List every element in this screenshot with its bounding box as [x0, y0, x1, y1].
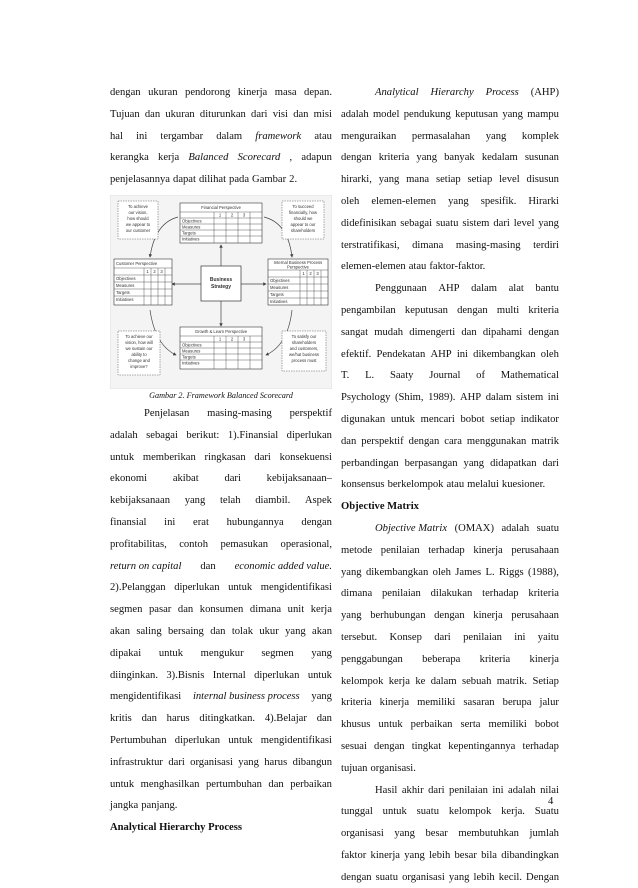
text-line: 2).Pelanggan diperlukan untuk mengidentifikasi	[110, 582, 332, 594]
svg-text:1: 1	[218, 336, 222, 342]
svg-text:To achieve our: To achieve our	[125, 333, 153, 339]
text-line: segmen pasar dan konsumen dimana unit kerja	[110, 604, 332, 616]
svg-text:Measures: Measures	[270, 284, 289, 290]
svg-text:process must: process must	[291, 357, 317, 363]
text-line: untuk memberikan ringkasan dari konsekuensi	[110, 451, 332, 463]
svg-text:Targets: Targets	[182, 354, 196, 360]
svg-text:2: 2	[309, 270, 312, 276]
svg-text:1: 1	[218, 212, 222, 218]
text-line: tunggal untuk suatu kelompok kerja. Suatu	[341, 806, 559, 818]
text-line: elemen-elemen atau faktor-faktor.	[341, 261, 486, 273]
text-line: T. L. Saaty Journal of Mathematical	[341, 370, 559, 382]
text-line: finansial ini erat hubungannya dengan	[110, 516, 332, 528]
text-line: digunakan untuk mencari bobot setiap indikator	[341, 413, 559, 425]
svg-text:Measures: Measures	[182, 348, 201, 354]
text-line: profitabilitas, contoh pemasukan operasional,	[110, 538, 332, 550]
svg-text:3: 3	[316, 270, 319, 276]
balanced-scorecard-diagram	[110, 195, 332, 389]
text-line: Analytical Hierarchy Process (AHP)	[375, 87, 559, 98]
svg-text:financially, how: financially, how	[288, 209, 318, 215]
svg-text:To succeed: To succeed	[292, 203, 314, 209]
svg-text:Measures: Measures	[116, 282, 135, 288]
text-line: penjelasannya dapat dilihat pada Gambar 2.	[110, 174, 298, 186]
balanced-scorecard-figure	[110, 195, 332, 389]
text-line: dimana penilaian dilakukan terhadap kriteria	[341, 588, 559, 600]
text-line: sangat mudah dimengerti dan dipahami dengan	[341, 326, 559, 338]
text-line: Tujuan dan ukuran diturunkan dari visi dan misi	[110, 108, 332, 120]
text-line: yang berhubungan dengan kinerja perusahaan	[341, 610, 559, 622]
text-line: ekonomi akibat dari kebijaksanaan–	[110, 473, 332, 485]
perspectives-paragraph	[110, 403, 332, 817]
svg-text:should we: should we	[293, 215, 313, 221]
text-line: diinginkan. 3).Bisnis Internal diperlukan untuk	[110, 669, 332, 681]
ahp-paragraph	[341, 82, 559, 496]
svg-text:Measures: Measures	[182, 224, 201, 230]
svg-text:ability to: ability to	[131, 351, 147, 357]
svg-text:Targets: Targets	[116, 289, 130, 295]
svg-text:Initiatives: Initiatives	[116, 296, 134, 302]
text-line: oleh elemen-elemen yang spesifik. Hirarki	[341, 195, 559, 207]
text-line: Objective Matrix (OMAX) adalah suatu	[375, 522, 559, 534]
section-heading-omax: Objective Matrix	[341, 501, 419, 513]
svg-text:2: 2	[230, 336, 234, 342]
question-box-internal	[282, 331, 326, 371]
customer-perspective-box	[114, 259, 172, 305]
growth-learning-box	[180, 327, 262, 369]
omax-paragraph	[341, 518, 559, 888]
svg-text:1: 1	[302, 270, 305, 276]
text-line: yang dikembangkan oleh James L. Riggs (1988),	[341, 566, 559, 578]
svg-text:3: 3	[160, 268, 163, 274]
text-line: jangka panjang.	[110, 800, 178, 812]
svg-text:3: 3	[242, 212, 246, 218]
text-line: terstratifikasi, dimana masing-masing terdiri	[341, 239, 559, 251]
svg-text:change and: change and	[128, 357, 150, 363]
text-line: didefinisikan sebagai suatu sistem dari level yang	[341, 217, 559, 229]
svg-text:3: 3	[242, 336, 246, 342]
figure-caption: Gambar 2. Framework Balanced Scorecard	[149, 390, 293, 400]
text-line: kelompok kerja ke dalam sebuah matrik. Setiap	[341, 675, 559, 687]
financial-perspective-box	[180, 203, 262, 243]
text-line: sesuai dengan tingkat kepentingannya terhadap	[341, 740, 559, 752]
svg-text:and customers,: and customers,	[289, 345, 319, 351]
text-line: kritis dan harus ditingkatkan. 4).Belajar dan	[110, 713, 332, 725]
right-column	[341, 82, 559, 888]
text-line: Penggunaan AHP dalam alat bantu	[375, 283, 559, 295]
svg-text:our vision,: our vision,	[128, 209, 148, 215]
svg-text:shareholders: shareholders	[290, 227, 316, 233]
left-column	[110, 82, 332, 839]
svg-text:how should: how should	[127, 215, 149, 221]
svg-text:Targets: Targets	[182, 230, 196, 236]
svg-text:Initiatives: Initiatives	[270, 298, 288, 304]
svg-text:Internal Business Process: Internal Business Process	[273, 259, 323, 265]
text-line: dan perspektif dengan cara menggunakan matrik	[341, 435, 559, 447]
svg-text:Objectives: Objectives	[116, 275, 136, 281]
intro-paragraph	[110, 82, 332, 191]
text-line: konsensus berkelompok atau melalui kuesioner.	[341, 479, 546, 491]
svg-text:we sustain our: we sustain our	[125, 345, 153, 351]
text-line: hal ini tergambar dalam framework atau	[110, 130, 332, 142]
text-line: Hasil akhir dari penilaian ini adalah nilai	[375, 784, 559, 796]
text-line: dipakai untuk mengukur segmen yang	[110, 647, 332, 659]
text-line: Penjelasan masing-masing perspektif	[144, 407, 332, 419]
page-number: 4	[548, 796, 554, 807]
svg-text:Objectives: Objectives	[182, 218, 202, 224]
svg-text:Initiatives: Initiatives	[182, 236, 200, 242]
question-box-financial	[282, 201, 324, 239]
text-line: organisasi yang besar membutuhkan jumlah	[341, 828, 559, 840]
svg-text:Objectives: Objectives	[182, 342, 202, 348]
text-line: untuk menghasilkan pertumbuhan dan perbaikan	[110, 778, 332, 790]
text-line: faktor kinerja yang lebih besar bila dibandingkan	[341, 849, 559, 861]
text-line: return on capital dan economic added value.	[110, 560, 332, 572]
svg-text:1: 1	[146, 268, 149, 274]
internal-process-box	[268, 259, 328, 305]
text-line: efektif. Pendekatan AHP ini dikembangkan oleh	[341, 348, 559, 360]
text-line: adalah sebagai berikut: 1).Finansial diperlukan	[110, 429, 332, 441]
text-line: perbandingan berpasangan yang didapatkan dari	[341, 457, 559, 469]
svg-text:To satisfy our: To satisfy our	[291, 333, 317, 339]
text-line: mengidentifikasi internal business process yang	[110, 691, 332, 703]
center-label: Business	[209, 276, 233, 283]
text-line: Pertumbuhan diperlukan untuk mengidentifikasi	[110, 734, 332, 746]
svg-text:Initiatives: Initiatives	[182, 360, 200, 366]
text-line: hirarki, yang mana setiap setiap level disusun	[341, 174, 559, 186]
svg-text:vision, how will: vision, how will	[125, 339, 153, 345]
svg-text:To achieve: To achieve	[127, 203, 149, 209]
svg-text:Customer Perspective: Customer Perspective	[116, 260, 158, 266]
text-line: menguraikan permasalahan yang komplek	[341, 130, 559, 142]
text-line: akan saling bersaing dan tolak ukur yang akan	[110, 625, 332, 637]
svg-text:we/hat business: we/hat business	[288, 351, 320, 357]
text-line: infrastruktur dari organisasi yang harus dibangun	[110, 756, 332, 768]
svg-text:appear to our: appear to our	[290, 221, 316, 227]
svg-text:2: 2	[230, 212, 234, 218]
text-line: tersebut. Konsep dari penilaian ini yaitu	[341, 631, 559, 643]
text-line: Psychology (Shim, 1989). AHP dalam sistem ini	[341, 392, 559, 404]
svg-text:improve?: improve?	[130, 363, 148, 369]
svg-text:Objectives: Objectives	[270, 277, 290, 283]
text-line: khusus untuk perbaikan serta memiliki bobot	[341, 719, 559, 731]
text-line: kriteria kinerja memiliki sasaran berupa jalur	[341, 697, 559, 709]
svg-text:Growth & Learn Perspective: Growth & Learn Perspective	[194, 328, 248, 334]
text-line: dengan kriteria yang banyak kedalam susunan	[341, 152, 559, 164]
text-line: penggabungan beberapa kriteria kinerja	[341, 653, 559, 665]
svg-text:our customer: our customer	[125, 227, 151, 233]
text-line: kebijaksanaan yang telah diambil. Aspek	[110, 495, 332, 507]
text-line: dengan ukuran pendorong kinerja masa depan.	[110, 87, 332, 98]
svg-text:we appear to: we appear to	[125, 221, 151, 227]
text-line: adalah model pendukung keputusan yang mampu	[341, 108, 559, 120]
center-label: Strategy	[210, 283, 232, 290]
text-line: pengambilan keputusan dengan multi kriteria	[341, 304, 559, 316]
svg-text:Perspective: Perspective	[287, 264, 309, 270]
svg-text:2: 2	[153, 268, 156, 274]
svg-text:Targets: Targets	[270, 291, 284, 297]
question-box-customer	[118, 201, 158, 239]
svg-text:shareholders: shareholders	[291, 339, 317, 345]
question-box-growth	[118, 331, 160, 375]
text-line: metode penilaian terhadap kinerja perusahaan	[341, 544, 559, 556]
svg-text:Financial Perspective: Financial Perspective	[201, 204, 241, 210]
text-line: dengan suatu organisasi yang lebih kecil. Dengan	[341, 871, 559, 883]
text-line: tujuan organisasi.	[341, 762, 416, 774]
text-line: kerangka kerja Balanced Scorecard , adapun	[110, 152, 332, 164]
section-heading-ahp: Analytical Hierarchy Process	[110, 822, 243, 834]
